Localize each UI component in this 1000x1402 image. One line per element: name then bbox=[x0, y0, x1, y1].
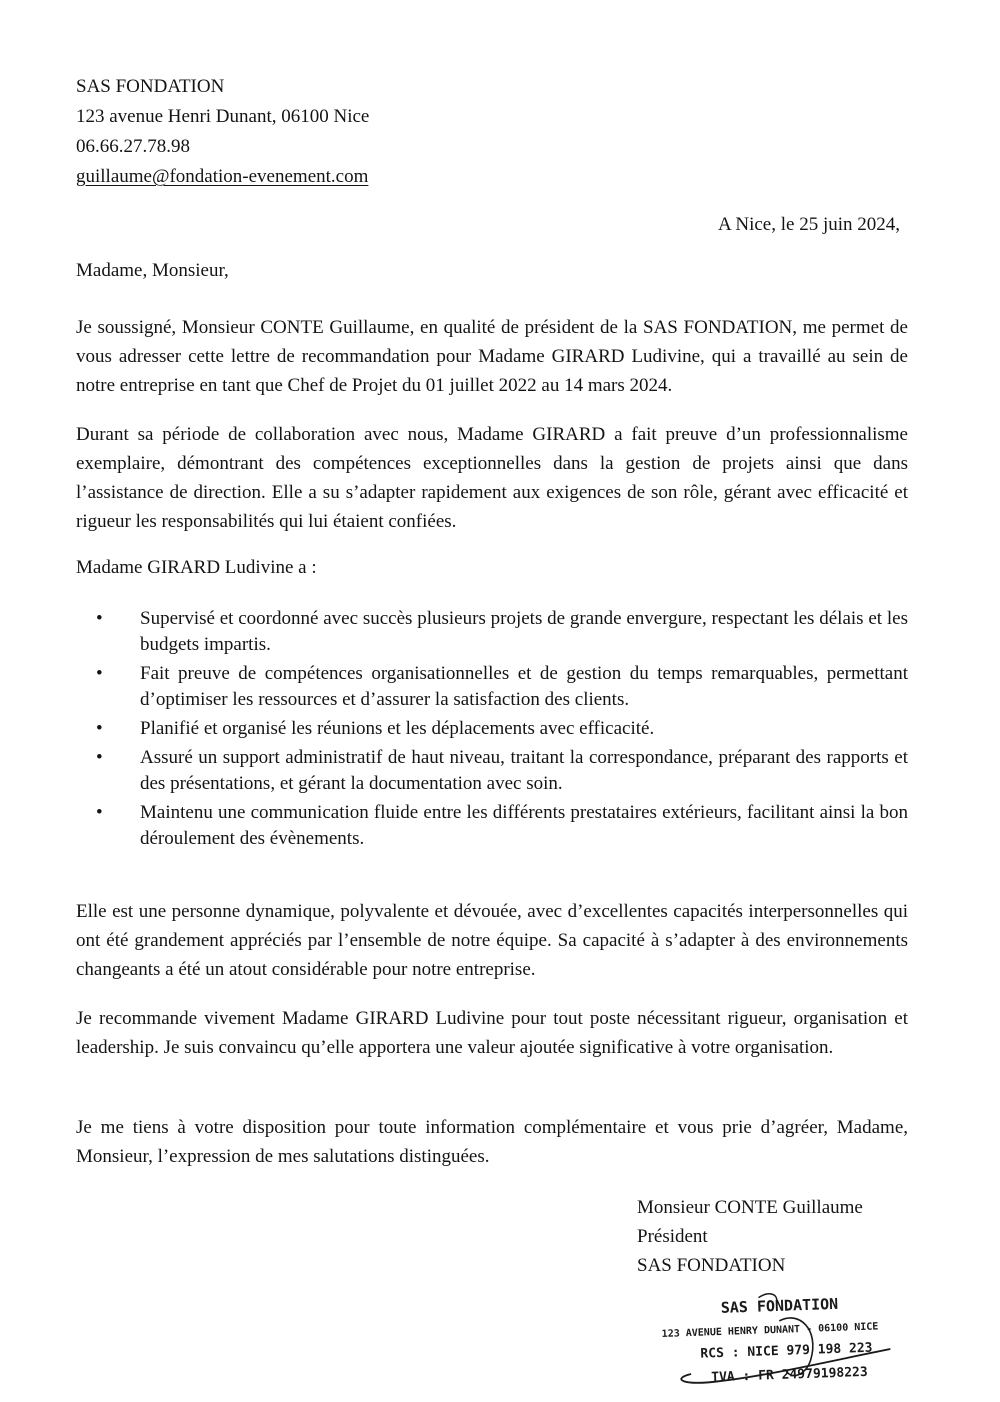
bullet-icon: • bbox=[96, 802, 103, 823]
paragraph-recommendation: Je recommande vivement Madame GIRARD Ludivine pour tout poste nécessitant rigueur, organisation et leadership. Je suis convaincu qu’elle apportera une valeur ajoutée significative à votre organisation. bbox=[76, 1008, 908, 1058]
stamp-line-company: SAS FONDATION bbox=[720, 1294, 839, 1317]
bullet-icon: • bbox=[96, 608, 103, 629]
bullet-icon: • bbox=[96, 747, 103, 768]
date-line: A Nice, le 25 juin 2024, bbox=[717, 214, 900, 235]
list-item-text: Maintenu une communication fluide entre les différents prestataires extérieurs, facilitant ainsi la bon déroulement des évènements. bbox=[140, 802, 908, 849]
stamp-graphic bbox=[660, 1290, 950, 1390]
stamp-line-rcs: RCS : NICE 979 198 223 bbox=[700, 1340, 873, 1362]
bullet-intro: Madame GIRARD Ludivine a : bbox=[76, 557, 317, 578]
stamp-line-tva: TVA : FR 24979198223 bbox=[711, 1364, 868, 1386]
list-item-text: Supervisé et coordonné avec succès plusieurs projets de grande envergure, respectant les délais et les budgets impartis. bbox=[140, 608, 908, 655]
list-item bbox=[96, 800, 908, 852]
signatory-name: Monsieur CONTE Guillaume bbox=[637, 1197, 863, 1218]
list-item bbox=[96, 606, 908, 658]
company-stamp bbox=[660, 1290, 950, 1390]
sender-email: guillaume@fondation-evenement.com bbox=[76, 166, 369, 187]
paragraph-collaboration: Durant sa période de collaboration avec nous, Madame GIRARD a fait preuve d’un professionnalisme exemplaire, démontrant des compétences exceptionnelles dans la gestion de projets ainsi que dans l’assistance de direction. Elle a su s’adapter rapidement aux exigences de son rôle, gérant avec efficacité et rigueur les responsabilités qui lui étaient confiées. bbox=[76, 424, 908, 532]
sender-block bbox=[76, 72, 369, 192]
paragraph-qualities: Elle est une personne dynamique, polyvalente et dévouée, avec d’excellentes capacités interpersonnelles qui ont été grandement appréciés par l’ensemble de notre équipe. Sa capacité à s’adapter à des environnements changeants a été un atout considérable pour notre entreprise. bbox=[76, 901, 908, 980]
signatory-company: SAS FONDATION bbox=[637, 1255, 786, 1276]
paragraph-introduction: Je soussigné, Monsieur CONTE Guillaume, en qualité de président de la SAS FONDATION, me permet de vous adresser cette lettre de recommandation pour Madame GIRARD Ludivine, qui a travaillé au sein de notre entreprise en tant que Chef de Projet du 01 juillet 2022 au 14 mars 2024. bbox=[76, 317, 908, 396]
achievements-list bbox=[96, 606, 908, 855]
list-item-text: Planifié et organisé les réunions et les déplacements avec efficacité. bbox=[140, 718, 655, 739]
bullet-icon: • bbox=[96, 663, 103, 684]
signature-block bbox=[637, 1193, 863, 1280]
stamp-line-address: 123 AVENUE HENRY DUNANT - 06100 NICE bbox=[661, 1321, 879, 1340]
paragraph-closing: Je me tiens à votre disposition pour toute information complémentaire et vous prie d’agréer, Madame, Monsieur, l’expression de mes salutations distinguées. bbox=[76, 1117, 908, 1167]
sender-name: SAS FONDATION bbox=[76, 76, 225, 97]
list-item bbox=[96, 661, 908, 713]
list-item-text: Assuré un support administratif de haut niveau, traitant la correspondance, préparant des rapports et des présentations, et gérant la documentation avec soin. bbox=[140, 747, 908, 794]
salutation: Madame, Monsieur, bbox=[76, 260, 229, 281]
sender-phone: 06.66.27.78.98 bbox=[76, 136, 190, 157]
bullet-icon: • bbox=[96, 718, 103, 739]
list-item bbox=[96, 745, 908, 797]
list-item bbox=[96, 716, 908, 742]
sender-address: 123 avenue Henri Dunant, 06100 Nice bbox=[76, 106, 370, 127]
signatory-title: Président bbox=[637, 1226, 708, 1247]
list-item-text: Fait preuve de compétences organisationnelles et de gestion du temps remarquables, permettant d’optimiser les ressources et d’assurer la satisfaction des clients. bbox=[140, 663, 908, 710]
